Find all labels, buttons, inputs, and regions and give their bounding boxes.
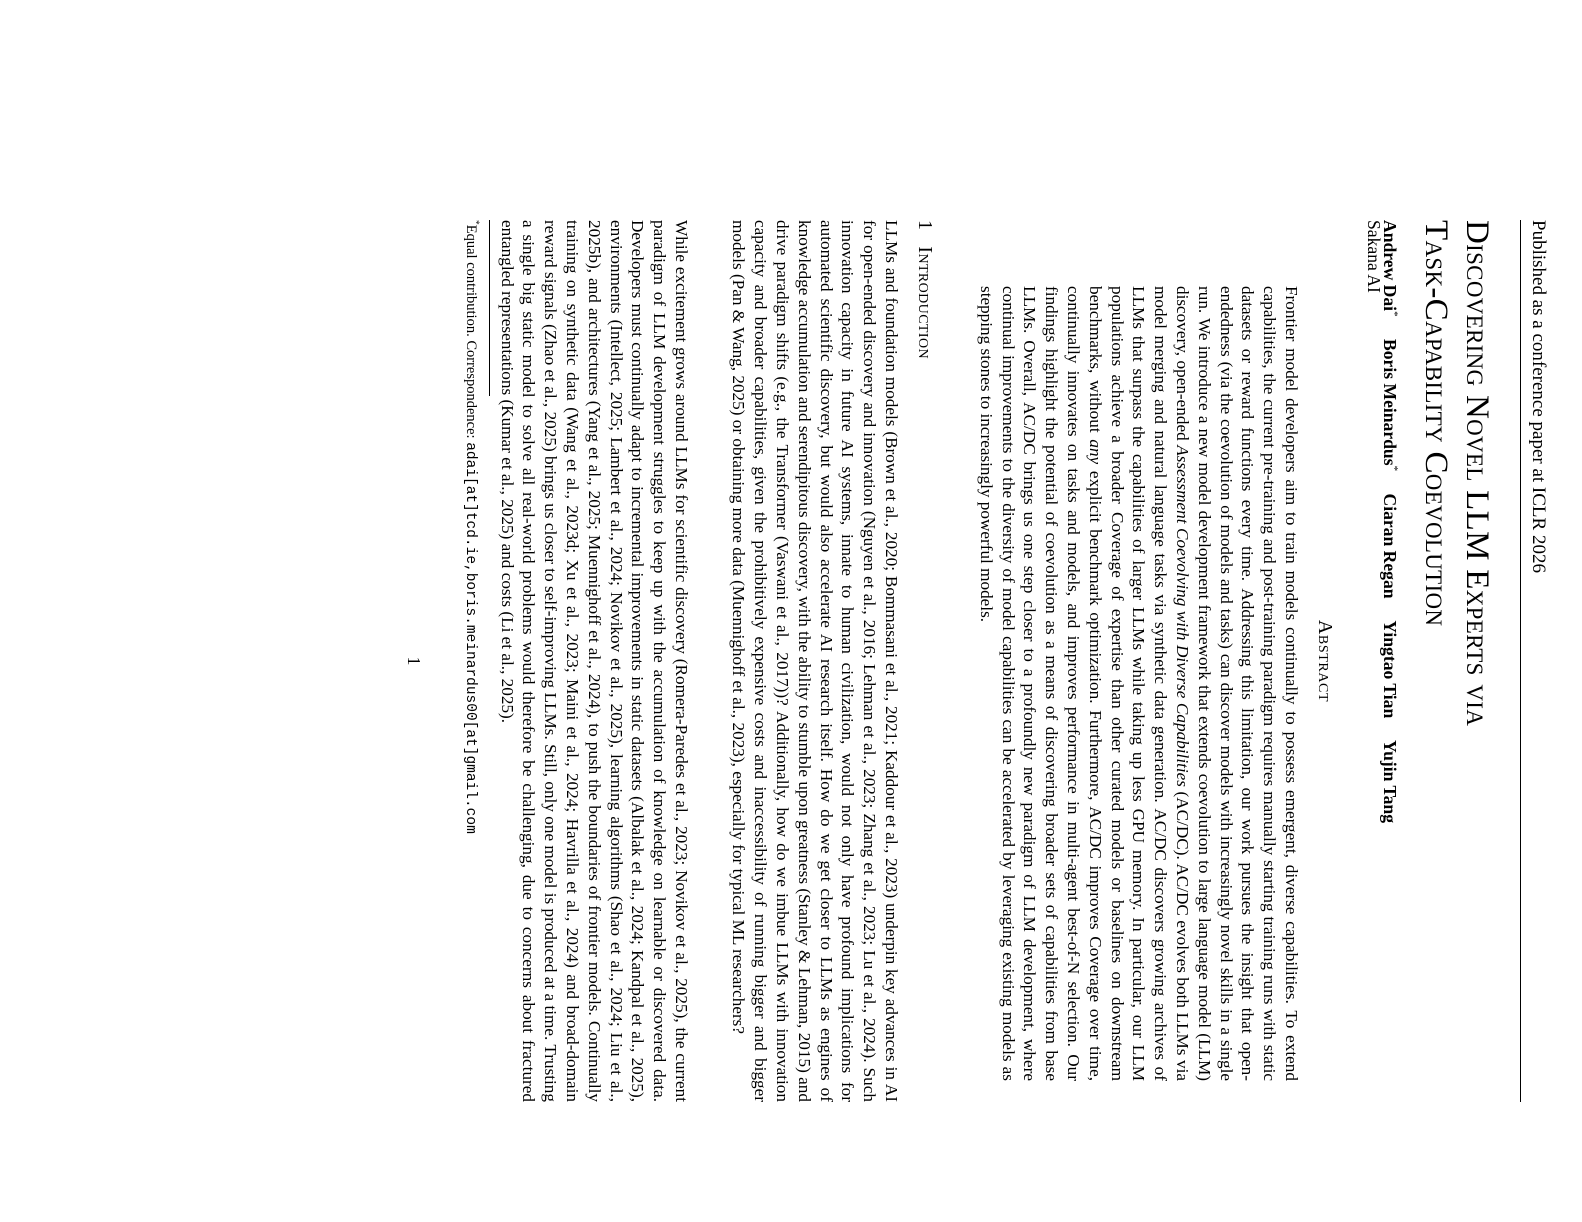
paper-title [1415, 220, 1497, 1120]
footnote-rule [489, 220, 490, 396]
title-line-1: Discovering Novel LLM Experts via [1459, 220, 1495, 727]
section-heading: 1Introduction [914, 220, 936, 359]
author: Yujin Tang [1380, 740, 1401, 824]
author-list [1379, 220, 1405, 1120]
correspondence-email: adai[at]tcd.ie,boris.meinardus00[at]gmail.com [462, 442, 479, 834]
author: Yingtao Tian [1380, 620, 1401, 719]
intro-paragraph-2: While excitement grows around LLMs for scientific discovery (Romera-Paredes et al., 2023; Novikov et al., 2025), the current paradigm of LLM development struggles to keep up with the accumulation of knowledge on learnable or discovered data. Developers must continually adapt to incremental improvements in static datasets (Albalak et al., 2024; Kandpal et al., 2025), environments (Intellect, 2025; Lambert et al., 2024; Novikov et al., 2025), learning algorithms (Shao et al., 2024; Liu et al., 2025b), and architectures (Yang et al., 2025; Muennighoff et al., 2024), to push the boundaries of frontier models. Continually training on synthetic data (Wang et al., 2023d; Xu et al., 2023; Maini et al., 2024; Havrilla et al., 2024) and broad-domain reward signals (Zhao et al., 2025) brings us closer to self-improving LLMs. Still, only one model is produced at a time. Trusting a single big static model to solve all real-world problems would therefore be challenging, due to concerns about fractured entangled representations (Kumar et al., 2025) and costs (Li et al., 2025). [497, 220, 691, 1102]
page-number: 1 [404, 656, 424, 666]
intro-paragraph-1: LLMs and foundation models (Brown et al., 2020; Bommasani et al., 2021; Kaddour et al., 2023) underpin key advances in AI for open-ended discovery and innovation (Nguyen et al., 2016; Lehman et al., 2023; Zhang et al., 2023; Lu et al., 2024). Such innovation capacity in future AI systems, innate to human civilization, would not only have profound implications for automated scientific discovery, but would also accelerate AI research itself. How do we get closer to LLMs as engines of knowledge accumulation and serendipitous discovery, with the ability to stumble upon greatness (Stanley & Lehman, 2015) and drive paradigm shifts (e.g., the Transformer (Vaswani et al., 2017))? Additionally, how do we imbue LLMs with innovation capacity and broader capabilities, given the prohibitively expensive costs and inaccessibility of running bigger and bigger models (Pan & Wang, 2025) or obtaining more data (Muennighoff et al., 2023), especially for typical ML researchers? [729, 220, 901, 1102]
author: Ciaran Regan [1380, 493, 1401, 599]
running-header: Published as a conference paper at ICLR 2026 [1528, 220, 1549, 573]
author: Boris Meinardus* [1380, 338, 1401, 472]
affiliation: Sakana AI [1364, 220, 1384, 293]
abstract-body: Frontier model developers aim to train models continually to possess emergent, diverse capabilities. To extend capabilities, the current pre-training and post-training paradigm requires manually starting training runs with static datasets or reward functions every time. Addressing this limitation, our work pursues the insight that open-endedness (via the coevolution of models and tasks) can discover models with increasingly novel skills in a single run. We introduce a new model development framework that extends coevolution to large language model (LLM) discovery, open-ended Assessment Coevolving with Diverse Capabilities (AC/DC). AC/DC evolves both LLMs via model merging and natural language tasks via synthetic data generation. AC/DC discovers growing archives of LLMs that surpass the capabilities of larger LLMs while taking up less GPU memory. In particular, our LLM populations achieve a broader Coverage of expertise than other curated models or baselines on downstream benchmarks, without any explicit benchmark optimization. Furthermore, AC/DC improves Coverage over time, continually innovates on tasks and models, and improves performance in multi-agent best-of-N selection. Our findings highlight the potential of coevolution as a means of discovering broader sets of capabilities from base LLMs. Overall, AC/DC brings us one step closer to a profoundly new paradigm of LLM development, where continual improvements to the diversity of model capabilities can be accelerated by leveraging existing models as stepping stones to increasingly powerful models. [976, 286, 1301, 1081]
footnote: *Equal contribution. Correspondence: adai[at]tcd.ie,boris.meinardus00[at]gmail.com [462, 220, 480, 834]
title-line-2: Task-Capability Coevolution [1418, 220, 1454, 627]
author: Andrew Dai* [1380, 220, 1401, 317]
header-rule [1520, 220, 1521, 1102]
abstract-heading: Abstract [1314, 619, 1336, 703]
